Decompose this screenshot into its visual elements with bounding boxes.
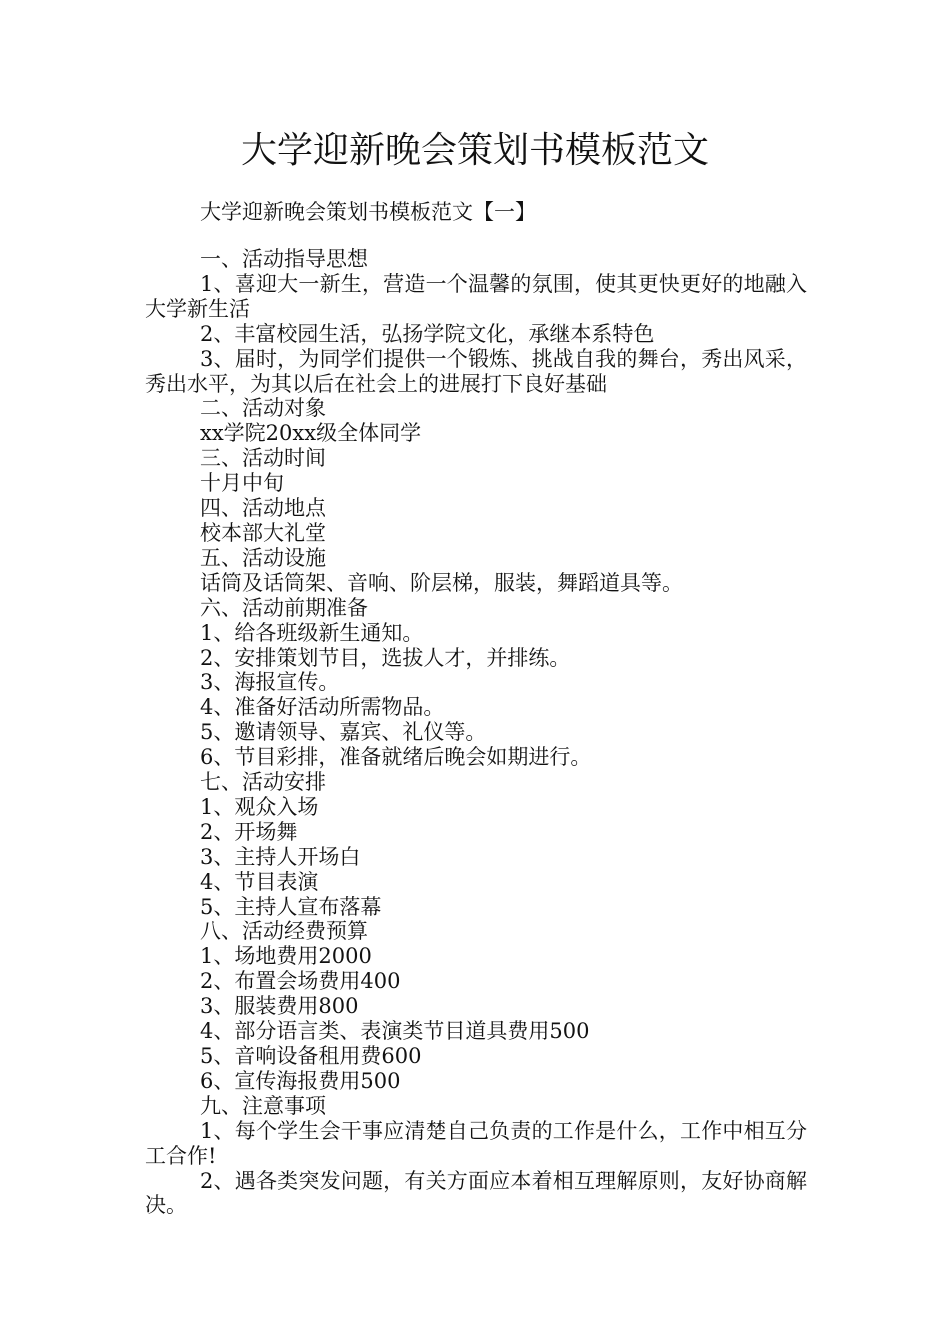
paragraph: 校本部大礼堂 bbox=[200, 520, 326, 545]
paragraph: 四、活动地点 bbox=[200, 496, 326, 521]
paragraph: 2、布置会场费用400 bbox=[200, 969, 401, 994]
document-title: 大学迎新晚会策划书模板范文 bbox=[240, 130, 709, 171]
paragraph: xx学院20xx级全体同学 bbox=[200, 421, 422, 446]
paragraph: 3、服装费用800 bbox=[200, 994, 359, 1019]
paragraph: 二、活动对象 bbox=[200, 396, 326, 421]
paragraph: 1、场地费用2000 bbox=[200, 944, 372, 969]
paragraph: 七、活动安排 bbox=[200, 770, 326, 795]
paragraph: 2、遇各类突发问题，有关方面应本着相互理解原则，友好协商解决。 bbox=[145, 1168, 807, 1218]
paragraph: 1、给各班级新生通知。 bbox=[200, 620, 424, 645]
paragraph: 六、活动前期准备 bbox=[200, 595, 368, 620]
paragraph: 十月中旬 bbox=[200, 471, 284, 496]
paragraph: 话筒及话筒架、音响、阶层梯，服装，舞蹈道具等。 bbox=[200, 570, 683, 595]
paragraph: 4、部分语言类、表演类节目道具费用500 bbox=[200, 1019, 590, 1044]
paragraph: 5、音响设备租用费600 bbox=[200, 1044, 422, 1068]
paragraph: 1、每个学生会干事应清楚自己负责的工作是什么，工作中相互分工合作! bbox=[145, 1118, 807, 1168]
paragraph: 3、届时，为同学们提供一个锻炼、挑战自我的舞台，秀出风采，秀出水平，为其以后在社会上的进展打下良好基础 bbox=[145, 346, 807, 396]
paragraph: 1、喜迎大一新生，营造一个温馨的氛围，使其更快更好的地融入大学新生活 bbox=[145, 271, 807, 321]
paragraph: 2、开场舞 bbox=[200, 819, 298, 844]
paragraph: 五、活动设施 bbox=[200, 545, 326, 570]
document-body bbox=[145, 247, 807, 1218]
paragraph: 八、活动经费预算 bbox=[200, 919, 368, 944]
paragraph: 一、活动指导思想 bbox=[200, 247, 368, 271]
paragraph: 2、丰富校园生活，弘扬学院文化，承继本系特色 bbox=[200, 321, 655, 346]
paragraph: 6、节目彩排，准备就绪后晚会如期进行。 bbox=[200, 745, 592, 770]
paragraph: 6、宣传海报费用500 bbox=[200, 1068, 401, 1093]
paragraph: 九、注意事项 bbox=[200, 1093, 326, 1118]
paragraph: 5、主持人宣布落幕 bbox=[200, 894, 382, 919]
paragraph: 三、活动时间 bbox=[200, 446, 326, 471]
document-subtitle: 大学迎新晚会策划书模板范文【一】 bbox=[200, 200, 536, 224]
paragraph: 4、准备好活动所需物品。 bbox=[200, 695, 445, 720]
paragraph: 2、安排策划节目，选拔人才，并排练。 bbox=[200, 645, 571, 670]
paragraph: 3、海报宣传。 bbox=[200, 670, 340, 695]
paragraph: 3、主持人开场白 bbox=[200, 844, 361, 869]
paragraph: 5、邀请领导、嘉宾、礼仪等。 bbox=[200, 720, 487, 745]
paragraph: 1、观众入场 bbox=[200, 794, 319, 819]
paragraph: 4、节目表演 bbox=[200, 869, 319, 894]
